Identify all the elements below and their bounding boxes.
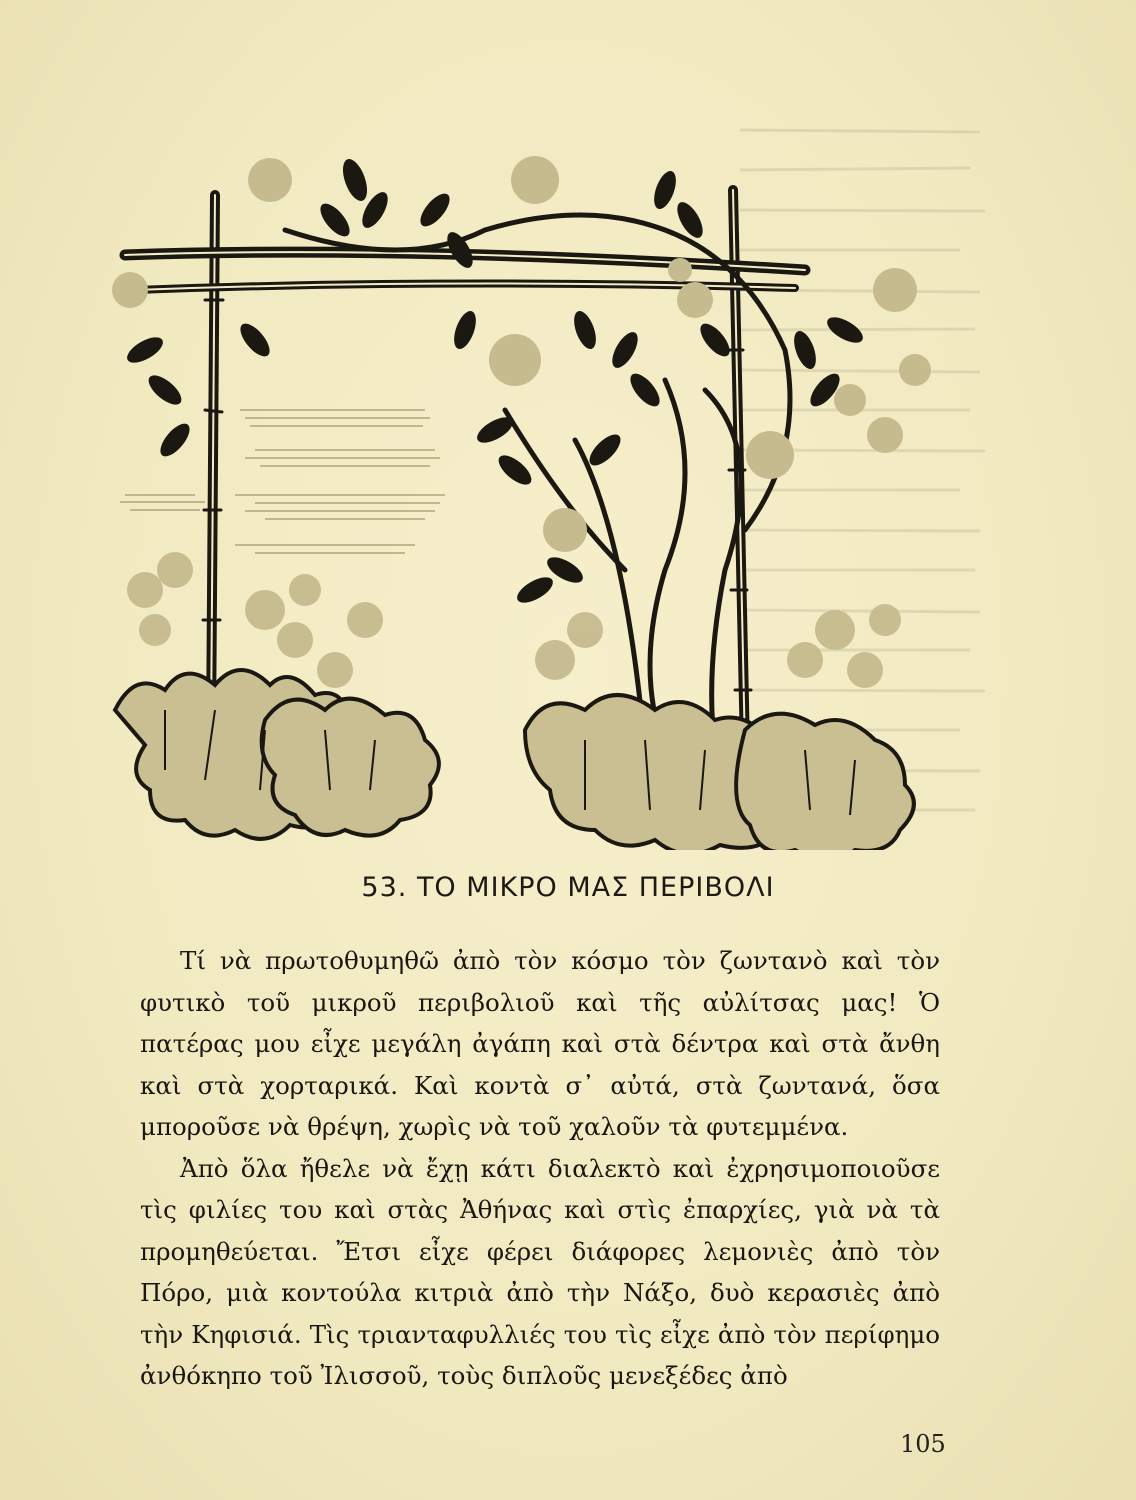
trellis-frame <box>125 190 805 750</box>
body-text <box>140 940 940 1397</box>
tinted-shrubs <box>127 552 901 688</box>
paragraph: Ἀπὸ ὅλα ἤθελε νὰ ἔχῃ κάτι διαλεκτὸ καὶ ἐχρησιμοποιοῦσε τὶς φιλίες του καὶ στὰς Ἀθήνας καὶ στὶς ἐπαρχίες, γιὰ νὰ τὰ προμηθεύεται. Ἔτσι εἶχε φέρει διάφορες λεμονιὲς ἀπὸ τὸν Πόρο, μιὰ κοντούλα κιτριὰ ἀπὸ τὴν Νάξο, δυὸ κερασιὲς ἀπὸ τὴν Κηφισιά. Τὶς τριανταφυλλιές του τὶς εἶχε ἀπὸ τὸν περίφημο ἀνθόκηπο τοῦ Ἰλισσοῦ, τοὺς διπλοῦς μενεξέδες ἀπὸ <box>140 1153 940 1390</box>
paragraph: Τί νὰ πρωτοθυμηθῶ ἀπὸ τὸν κόσμο τὸν ζωντανὸ καὶ τὸν φυτικὸ τοῦ μικροῦ περιβολιοῦ καὶ τῆς αὐλίτσας μας! Ὁ πατέρας μου εἶχε μεγάλη ἀγάπη καὶ στὰ δέντρα καὶ στὰ ἄνθη καὶ στὰ χορταρικά. Καὶ κοντὰ σ᾿ αὐτά, στὰ ζωντανά, ὅσα μποροῦσε νὰ θρέψη, χωρὶς νὰ τοῦ χαλοῦν τὰ φυτεμμένα. <box>140 946 940 1141</box>
ground-foliage <box>115 670 914 850</box>
garden-trellis-illustration <box>105 150 945 850</box>
hatch-background <box>120 410 445 553</box>
page-number: 105 <box>900 1430 946 1458</box>
chapter-title: 53. ΤΟ ΜΙΚΡΟ ΜΑΣ ΠΕΡΙΒΟΛΙ <box>361 872 775 903</box>
climbing-vine <box>285 215 790 750</box>
dark-leaves <box>123 156 867 608</box>
